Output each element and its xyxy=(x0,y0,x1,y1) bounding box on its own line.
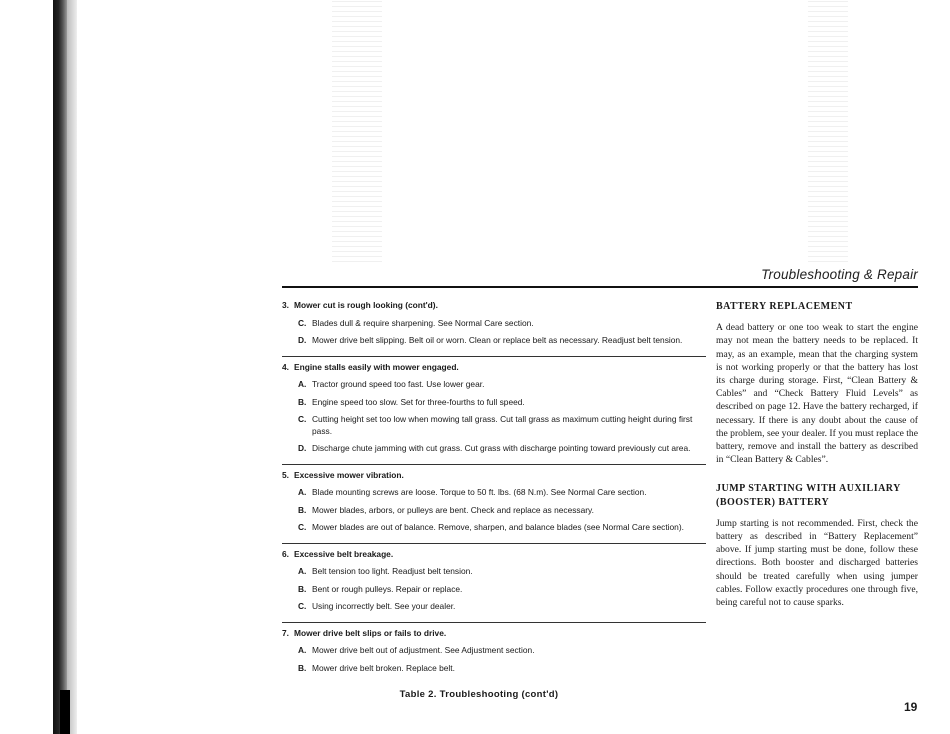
trouble-group xyxy=(282,628,706,684)
item-letter: A. xyxy=(298,645,307,655)
group-title-text: Mower cut is rough looking (cont'd). xyxy=(294,300,438,310)
jump-body: Jump starting is not recommended. First, check the battery as described in “Battery Replacement” above. If jump starting must be done, follow these directions. Both booster and discharged batteries should be treated carefully when using jumper cables. Follow exactly procedures one through five, being careful not to cause sparks. xyxy=(716,517,918,609)
item-letter: C. xyxy=(298,601,307,611)
group-title-text: Excessive mower vibration. xyxy=(294,469,404,480)
group-number: 4. xyxy=(282,361,289,372)
item-letter: A. xyxy=(298,566,307,576)
item-letter: D. xyxy=(298,443,307,453)
trouble-group xyxy=(282,300,706,357)
group-title-text: Mower drive belt slips or fails to drive. xyxy=(294,627,447,638)
page-number: 19 xyxy=(904,700,918,714)
group-number: 5. xyxy=(282,469,289,480)
item-text: Bent or rough pulleys. Repair or replace. xyxy=(312,583,463,594)
battery-heading: BATTERY REPLACEMENT xyxy=(716,301,853,312)
item-text: Belt tension too light. Readjust belt tension. xyxy=(312,566,473,576)
header-rule xyxy=(282,286,918,288)
trouble-group xyxy=(282,549,706,623)
jump-heading: JUMP STARTING WITH AUXILIARY (BOOSTER) BATTERY xyxy=(716,483,901,508)
item-text: Mower drive belt broken. Replace belt. xyxy=(312,662,455,673)
item-letter: A. xyxy=(298,379,307,389)
item-letter: B. xyxy=(298,583,307,594)
trouble-group-title xyxy=(282,362,706,374)
trouble-groups xyxy=(282,300,706,683)
binding-bottom xyxy=(60,690,70,734)
battery-body: A dead battery or one too weak to start the engine may not mean the battery needs to be replaced. It may, as an example, mean that the charging system is not working properly or that the battery has lost its charge during storage. First, “Clean Battery & Cables” and “Check Battery Fluid Levels” as described on page 12. Have the battery recharged, if necessary. If there is any doubt about the cause of the problem, see your dealer. If you must replace the battery, remove and install the battery as described in “Clean Battery & Cables”. xyxy=(716,322,918,466)
binding-edge xyxy=(53,0,67,734)
trouble-item xyxy=(298,318,706,330)
trouble-group xyxy=(282,362,706,465)
group-number: 7. xyxy=(282,627,289,638)
trouble-group-title xyxy=(282,628,706,640)
item-text: Mower drive belt slipping. Belt oil or worn. Clean or replace belt as necessary. Readjust belt tension. xyxy=(312,335,683,345)
scan-speckle xyxy=(332,0,382,262)
trouble-item xyxy=(298,414,706,437)
item-letter: B. xyxy=(298,396,307,407)
table-caption: Table 2. Troubleshooting (cont'd) xyxy=(399,689,559,700)
trouble-item xyxy=(298,522,706,534)
trouble-item xyxy=(298,566,706,578)
right-column xyxy=(716,300,918,625)
group-title-text: Engine stalls easily with mower engaged. xyxy=(294,361,459,372)
trouble-item xyxy=(298,397,706,409)
trouble-group-title xyxy=(282,470,706,482)
item-letter: B. xyxy=(298,504,307,515)
group-title-text: Excessive belt breakage. xyxy=(294,548,394,559)
item-text: Blades dull & require sharpening. See Normal Care section. xyxy=(312,317,534,328)
item-text: Mower blades, arbors, or pulleys are bent. Check and replace as necessary. xyxy=(312,504,594,515)
trouble-item xyxy=(298,645,706,657)
item-letter: C. xyxy=(298,317,307,328)
trouble-item xyxy=(298,505,706,517)
item-text: Blade mounting screws are loose. Torque to 50 ft. lbs. (68 N.m). See Normal Care section. xyxy=(312,487,647,497)
item-text: Mower blades are out of balance. Remove, sharpen, and balance blades (see Normal Care section). xyxy=(312,522,684,532)
trouble-item xyxy=(298,379,706,391)
item-text: Mower drive belt out of adjustment. See Adjustment section. xyxy=(312,645,535,655)
trouble-item xyxy=(298,335,706,347)
trouble-item xyxy=(298,584,706,596)
item-letter: C. xyxy=(298,414,307,424)
trouble-group-title xyxy=(282,300,706,312)
item-text: Engine speed too slow. Set for three-fourths to full speed. xyxy=(312,396,525,407)
item-text: Discharge chute jamming with cut grass. Cut grass with discharge pointing toward previously cut area. xyxy=(312,443,691,453)
item-letter: B. xyxy=(298,662,307,673)
trouble-item xyxy=(298,487,706,499)
trouble-item xyxy=(298,601,706,613)
item-letter: C. xyxy=(298,522,307,532)
scan-speckle xyxy=(808,0,848,262)
group-number: 6. xyxy=(282,548,289,559)
binding-shadow xyxy=(67,0,77,734)
group-number: 3. xyxy=(282,300,289,310)
item-text: Cutting height set too low when mowing tall grass. Cut tall grass as maximum cutting height during first pass. xyxy=(312,414,693,436)
trouble-item xyxy=(298,443,706,455)
item-text: Using incorrectly belt. See your dealer. xyxy=(312,601,456,611)
item-text: Tractor ground speed too fast. Use lower gear. xyxy=(312,379,485,389)
trouble-group xyxy=(282,470,706,544)
trouble-group-title xyxy=(282,549,706,561)
trouble-item xyxy=(298,663,706,675)
section-title: Troubleshooting & Repair xyxy=(761,267,918,282)
item-letter: D. xyxy=(298,335,307,345)
item-letter: A. xyxy=(298,487,307,497)
troubleshooting-table xyxy=(282,300,706,701)
